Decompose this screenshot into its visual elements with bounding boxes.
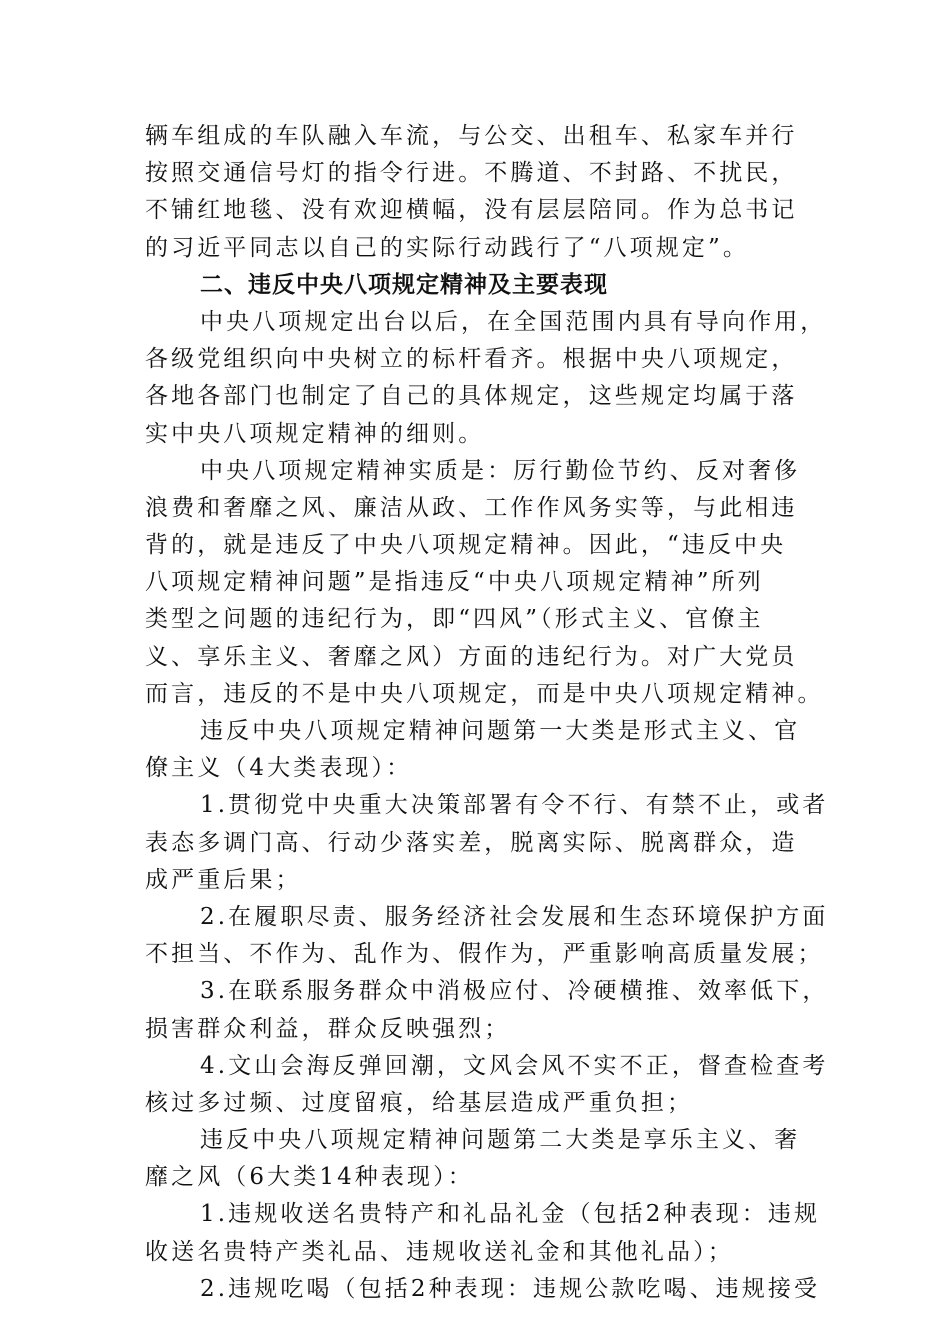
paragraph-first-line: 违反中央八项规定精神问题第一大类是形式主义、官 (200, 718, 801, 744)
text-line: 表态多调门高、行动少落实差，脱离实际、脱离群众，造 (145, 829, 798, 856)
paragraph-first-line: 中央八项规定出台以后，在全国范围内具有导向作用， (200, 308, 827, 335)
text-line: 按照交通信号灯的指令行进。不腾道、不封路、不扰民， (145, 160, 798, 187)
section-heading: 二、违反中央八项规定精神及主要表现 (200, 271, 608, 298)
text-line: 背的，就是违反了中央八项规定精神。因此，“违反中央 (145, 532, 787, 559)
list-item-first-line: 2.在履职尽责、服务经济社会发展和生态环境保护方面 (200, 903, 829, 930)
text-line: 的习近平同志以自己的实际行动践行了“八项规定”。 (145, 234, 749, 261)
list-item-first-line: 3.在联系服务群众中消极应付、冷硬横推、效率低下， (200, 978, 829, 1005)
text-line: 八项规定精神问题”是指违反“中央八项规定精神”所列 (145, 569, 764, 596)
text-line: 核过多过频、过度留痕，给基层造成严重负担； (145, 1089, 694, 1116)
text-line: 而言，违反的不是中央八项规定，而是中央八项规定精神。 (145, 680, 824, 707)
text-line: 浪费和奢靡之风、廉洁从政、工作作风务实等，与此相违 (145, 494, 798, 521)
text-line: 靡之风（6大类14种表现）： (145, 1164, 474, 1191)
text-line: 损害群众利益，群众反映强烈； (145, 1015, 511, 1042)
text-line: 各级党组织向中央树立的标杆看齐。根据中央八项规定， (145, 346, 798, 373)
text-line: 不铺红地毯、没有欢迎横幅，没有层层陪同。作为总书记 (145, 197, 798, 224)
text-line: 各地各部门也制定了自己的具体规定，这些规定均属于落 (145, 383, 798, 410)
list-item-first-line: 1.违规收送名贵特产和礼品礼金（包括2种表现：违规 (200, 1201, 821, 1228)
document-body (145, 118, 829, 1308)
list-item-first-line: 4.文山会海反弹回潮，文风会风不实不正，督查检查考 (200, 1052, 829, 1079)
list-item-first-line: 1.贯彻党中央重大决策部署有令不行、有禁不止，或者 (200, 792, 829, 819)
text-line: 辆车组成的车队融入车流，与公交、出租车、私家车并行 (145, 123, 798, 149)
text-line: 义、享乐主义、奢靡之风）方面的违纪行为。对广大党员 (145, 643, 798, 670)
paragraph-first-line: 违反中央八项规定精神问题第二大类是享乐主义、奢 (200, 1127, 801, 1154)
text-line: 僚主义（4大类表现）： (145, 755, 413, 782)
paragraph-first-line: 中央八项规定精神实质是：厉行勤俭节约、反对奢侈 (200, 457, 801, 484)
text-line: 收送名贵特产类礼品、违规收送礼金和其他礼品）； (145, 1238, 734, 1265)
text-line: 不担当、不作为、乱作为、假作为，严重影响高质量发展； (145, 941, 824, 968)
text-line: 实中央八项规定精神的细则。 (145, 420, 485, 447)
text-line: 成严重后果； (145, 866, 302, 893)
list-item-first-line: 2.违规吃喝（包括2种表现：违规公款吃喝、违规接受 (200, 1275, 821, 1302)
text-line: 类型之问题的违纪行为，即“四风”（形式主义、官僚主 (145, 606, 764, 633)
